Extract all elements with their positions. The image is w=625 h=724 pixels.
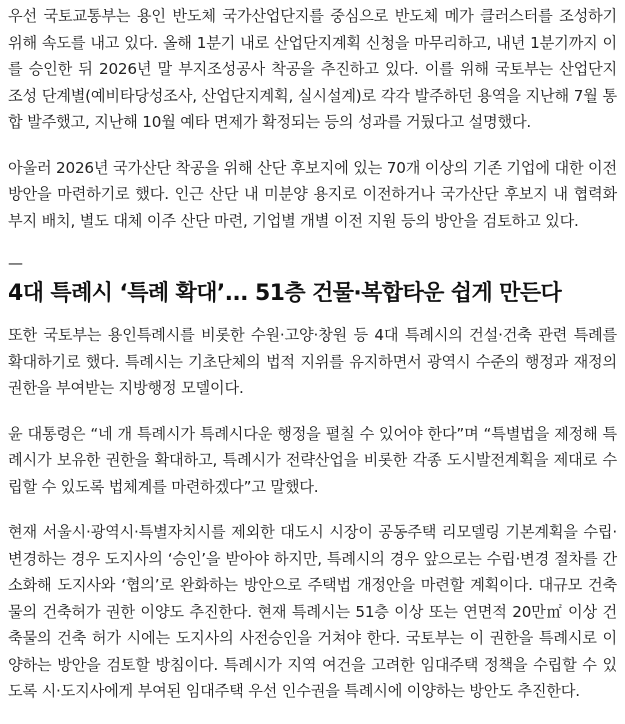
section-heading: 4대 특례시 ‘특례 확대’... 51층 건물·복합타운 쉽게 만든다 [8,281,562,306]
paragraph-company-relocation: 아울러 2026년 국가산단 착공을 위해 산단 후보지에 있는 70개 이상의 기존 기업에 대한 이전 방안을 마련하기로 했다. 인근 산단 내 미분양 용지로 이전하거나 국가산단 후보지 내 협력화부지 배치, 별도 대체 이주 산단 마련, 기업별 개별 이전 지원 등의 방안을 검토하고 있다. [8,158,617,230]
paragraph-special-city-expansion: 또한 국토부는 용인특례시를 비롯한 수원·고양·창원 등 4대 특례시의 건설·건축 관련 특례를 확대하기로 했다. 특례시는 기초단체의 법적 지위를 유지하면서 광역시 수준의 행정과 재정의 권한을 부여받는 지방행정 모델이다. [8,326,617,397]
section-divider: — [8,254,23,272]
paragraph-semiconductor-cluster: 우선 국토교통부는 용인 반도체 국가산업단지를 중심으로 반도체 메가 클러스터를 조성하기 위해 속도를 내고 있다. 올해 1분기 내로 산업단지계획 신청을 마무리하고, 내년 1분기까지 이를 승인한 뒤 2026년 말 부지조성공사 착공을 추진하고 있다. 이를 위해 국토부는 산업단지 조성 단계별(예비타당성조사, 산업단지계획, 실시설계)로 각각 발주하던 용역을 지난해 7월 통합 발주했고, 지난해 10월 예타 면제가 확정되는 등의 성과를 거뒀다고 설명했다. [8,7,617,131]
paragraph-housing-building-authority: 현재 서울시·광역시·특별자치시를 제외한 대도시 시장이 공동주택 리모델링 기본계획을 수립·변경하는 경우 도지사의 ‘승인’을 받아야 하지만, 특례시의 경우 앞으로는 수립·변경 절차를 간소화해 도지사와 ‘협의’로 완화하는 방안으로 주택법 개정안을 마련할 계획이다. 대규모 건축물의 건축허가 권한 이양도 추진한다. 현재 특례시는 51층 이상 또는 연면적 20만㎡ 이상 건축물의 건축 허가 시에는 도지사의 사전승인을 거쳐야 한다. 국토부는 이 권한을 특례시로 이양하는 방안을 검토할 방침이다. 특례시가 지역 여건을 고려한 임대주택 정책을 수립할 수 있도록 시·도지사에게 부여된 임대주택 우선 인수권을 특례시에 이양하는 방안도 추진한다. [8,523,617,700]
paragraph-president-quote: 윤 대통령은 “네 개 특례시가 특례시다운 행정을 펼칠 수 있어야 한다”며 “특별법을 제정해 특례시가 보유한 권한을 확대하고, 특례시가 전략산업을 비롯한 각종 도시발전계획을 제대로 수립할 수 있도록 법체계를 마련하겠다”고 말했다. [8,424,617,496]
